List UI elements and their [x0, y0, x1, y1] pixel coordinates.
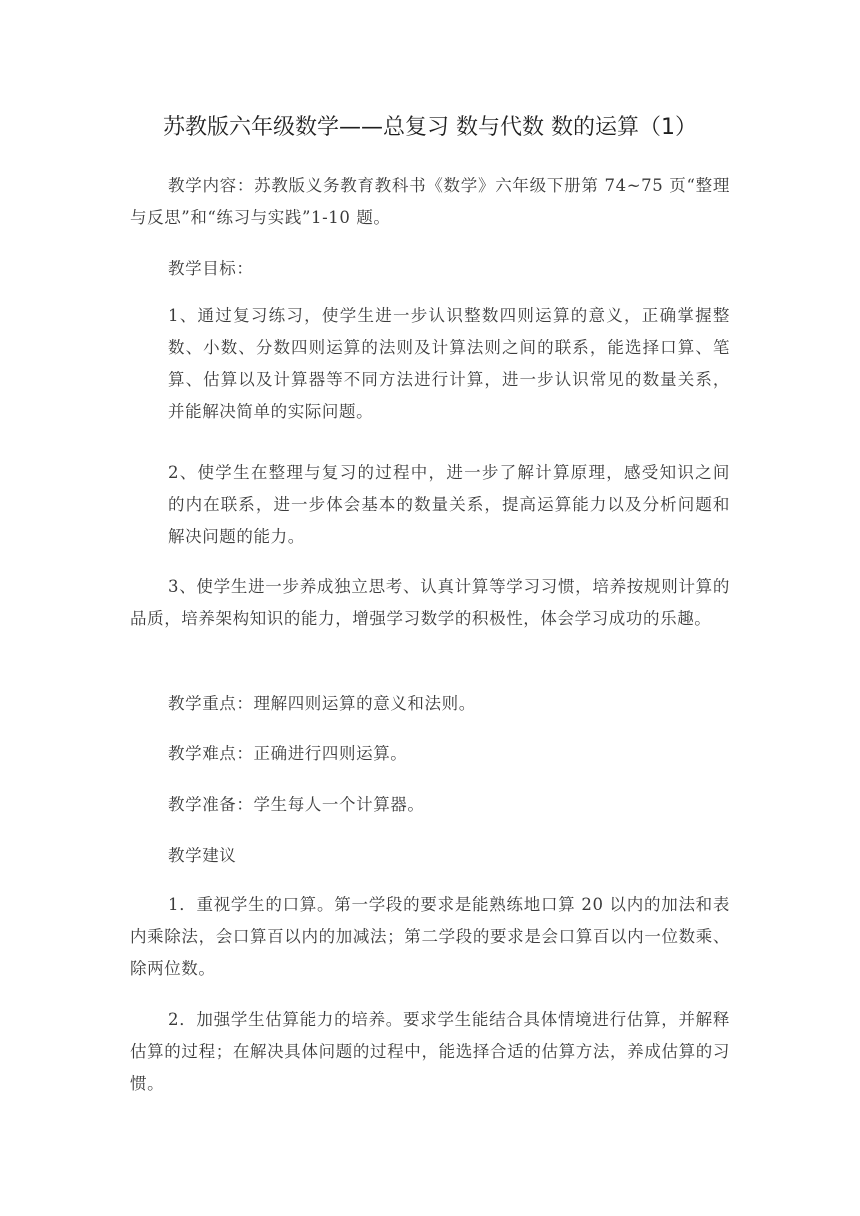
- suggestions-heading: 教学建议: [168, 846, 237, 865]
- key-point-paragraph: 教学重点：理解四则运算的意义和法则。: [168, 694, 476, 713]
- difficulty-paragraph: 教学难点：正确进行四则运算。: [168, 744, 408, 763]
- document-title: 苏教版六年级数学——总复习 数与代数 数的运算（1）: [163, 115, 697, 140]
- objective-3-paragraph: 3、使学生进一步养成独立思考、认真计算等学习习惯，培养按规则计算的品质，培养架构知识的能力，增强学习数学的积极性，体会学习成功的乐趣。: [130, 577, 730, 628]
- objective-2-paragraph: 2、使学生在整理与复习的过程中，进一步了解计算原理，感受知识之间 的内在联系，进一步体会基本的数量关系，提高运算能力以及分析问题和解决问题的能力。: [168, 463, 730, 546]
- objectives-heading: 教学目标：: [168, 259, 254, 278]
- preparation-paragraph: 教学准备：学生每人一个计算器。: [168, 795, 425, 814]
- objective-1-paragraph: 1、通过复习练习，使学生进一步认识整数四则运算的意义，正确掌握整数、小数、分数四则运算的法则及计算法则之间的联系，能选择口算、笔算、估算以及计算器等不同方法进行计算，进一步认识常见的数量关系，并能解决简单的实际问题。: [168, 306, 730, 421]
- suggestion-2-paragraph: 2．加强学生估算能力的培养。要求学生能结合具体情境进行估算，并解释估算的过程；在解决具体问题的过程中，能选择合适的估算方法，养成估算的习惯。: [130, 1010, 730, 1093]
- suggestion-1-paragraph: 1．重视学生的口算。第一学段的要求是能熟练地口算 20 以内的加法和表内乘除法，会口算百以内的加减法；第二学段的要求是会口算百以内一位数乘、除两位数。: [130, 895, 730, 978]
- teaching-content-paragraph: 教学内容：苏教版义务教育教科书《数学》六年级下册第 74~75 页“整理与反思”和“练习与实践”1-10 题。: [130, 176, 730, 227]
